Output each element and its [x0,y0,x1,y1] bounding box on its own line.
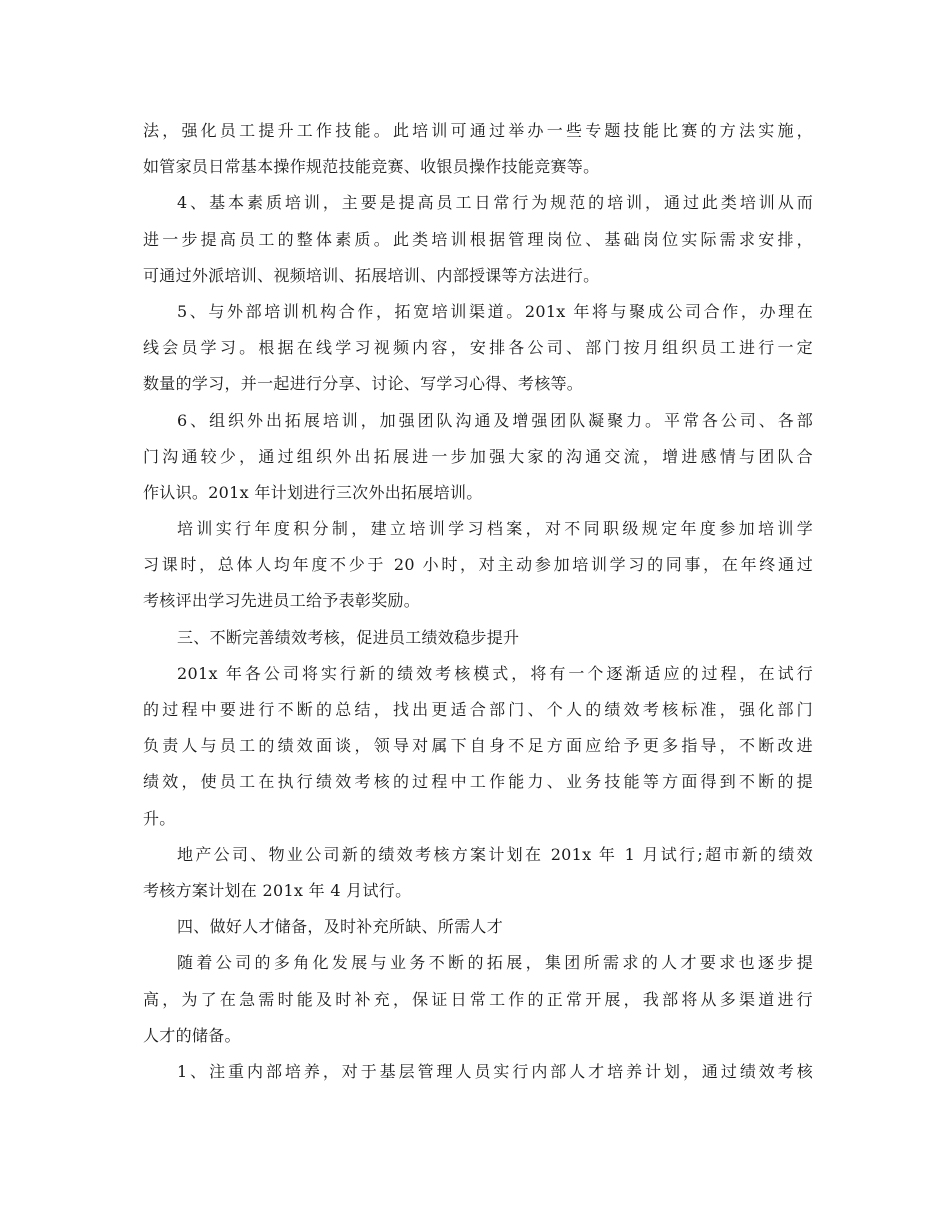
paragraph-start-line: 随着公司的多角化发展与业务不断的拓展，集团所需求的人才要求也逐步提 [177,953,813,973]
paragraph-start-line: 6、组织外出拓展培训，加强团队沟通及增强团队凝聚力。平常各公司、各部 [177,410,813,430]
paragraph-start-line: 培训实行年度积分制，建立培训学习档案，对不同职级规定年度参加培训学 [177,519,813,539]
paragraph-start-line: 201x 年各公司将实行新的绩效考核模式，将有一个逐渐适应的过程，在试行 [177,663,813,683]
text-line: 可通过外派培训、视频培训、拓展培训、内部授课等方法进行。 [143,265,600,285]
paragraph-start-line: 4、基本素质培训，主要是提高员工日常行为规范的培训，通过此类培训从而 [177,193,813,213]
paragraph-start-line: 地产公司、物业公司新的绩效考核方案计划在 201x 年 1 月试行;超市新的绩效 [177,844,813,864]
text-line: 作认识。201x 年计划进行三次外出拓展培训。 [143,482,483,502]
document-body [143,113,813,1090]
text-line: 升。 [143,808,176,828]
text-line: 绩效，使员工在执行绩效考核的过程中工作能力、业务技能等方面得到不断的提 [143,772,813,792]
text-line: 如管家员日常基本操作规范技能竞赛、收银员操作技能竞赛等。 [143,157,600,177]
text-line: 进一步提高员工的整体素质。此类培训根据管理岗位、基础岗位实际需求安排， [143,229,813,249]
text-line: 考核评出学习先进员工给予表彰奖励。 [143,591,421,611]
text-line: 门沟通较少，通过组织外出拓展进一步加强大家的沟通交流，增进感情与团队合 [143,446,813,466]
text-line: 线会员学习。根据在线学习视频内容，安排各公司、部门按月组织员工进行一定 [143,338,813,358]
text-line: 考核方案计划在 201x 年 4 月试行。 [143,880,412,900]
text-line: 数量的学习，并一起进行分享、讨论、写学习心得、考核等。 [143,374,584,394]
text-line: 习课时，总体人均年度不少于 20 小时，对主动参加培训学习的同事，在年终通过 [143,555,813,575]
paragraph-start-line: 1、注重内部培养，对于基层管理人员实行内部人才培养计划，通过绩效考核 [177,1061,813,1081]
text-line: 人才的储备。 [143,1025,241,1045]
text-line: 负责人与员工的绩效面谈，领导对属下自身不足方面应给予更多指导，不断改进 [143,736,813,756]
section-heading: 三、不断完善绩效考核，促进员工绩效稳步提升 [177,627,520,647]
text-line: 高，为了在急需时能及时补充，保证日常工作的正常开展，我部将从多渠道进行 [143,989,813,1009]
paragraph-start-line: 5、与外部培训机构合作，拓宽培训渠道。201x 年将与聚成公司合作，办理在 [177,301,813,321]
text-line: 的过程中要进行不断的总结，找出更适合部门、个人的绩效考核标准，强化部门 [143,700,813,719]
text-line: 法，强化员工提升工作技能。此培训可通过举办一些专题技能比赛的方法实施， [143,121,813,140]
section-heading: 四、做好人才储备，及时补充所缺、所需人才 [177,917,504,937]
